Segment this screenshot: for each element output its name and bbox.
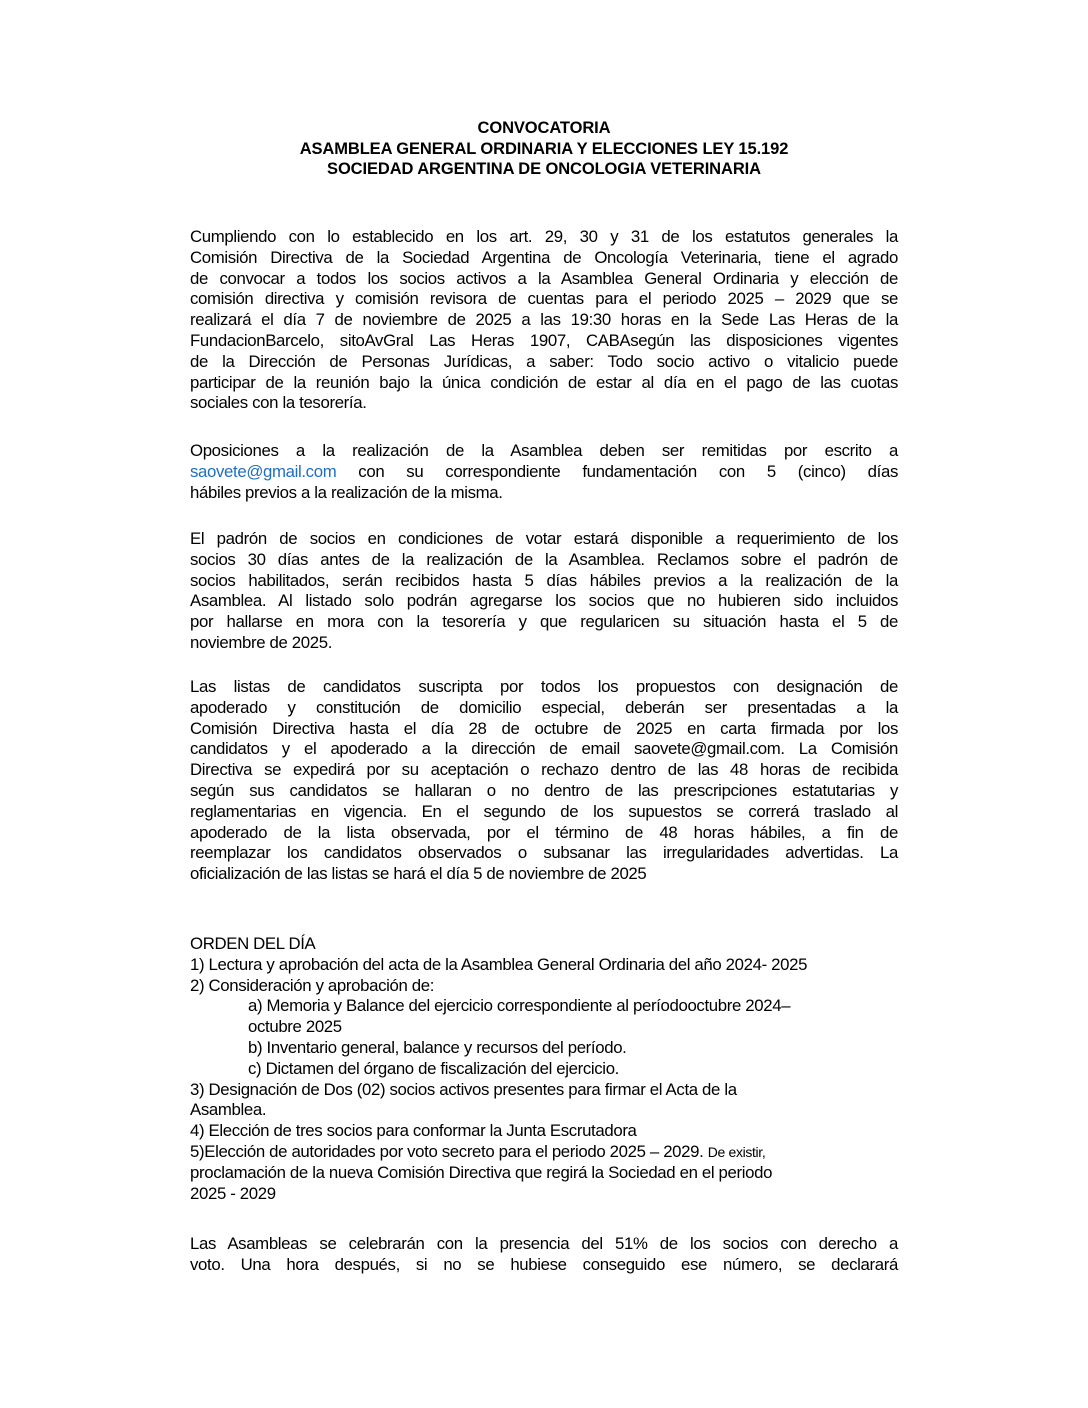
orden-item-5 — [190, 1142, 898, 1163]
orden-heading: ORDEN DEL DÍA — [190, 934, 316, 953]
paragraph-oposiciones — [190, 441, 898, 503]
title-line-sociedad: SOCIEDAD ARGENTINA DE ONCOLOGIA VETERINARIA — [327, 160, 761, 178]
text-line: Comisión Directiva hasta el día 28 de octubre de 2025 en carta firmada por los — [190, 718, 898, 738]
text-line: socios habilitados, serán recibidos hasta 5 días hábiles previos a la realización de la — [190, 570, 898, 590]
text-line: Asamblea. Al listado solo podrán agregarse los socios que no hubieren sido incluidos — [190, 591, 898, 611]
text-line: realizará el día 7 de noviembre de 2025 a las 19:30 horas en la Sede Las Heras de la — [190, 310, 898, 330]
title-line-convocatoria: CONVOCATORIA — [477, 119, 611, 137]
orden-item-2: 2) Consideración y aprobación de: — [190, 975, 435, 995]
orden-item-1: 1) Lectura y aprobación del acta de la Asamblea General Ordinaria del año 2024- 2025 — [190, 954, 808, 974]
orden-item-2b: b) Inventario general, balance y recursos del período. — [248, 1037, 627, 1057]
text-fragment: De existir, — [707, 1143, 766, 1160]
text-line: socios 30 días antes de la realización de la Asamblea. Reclamos sobre el padrón de — [190, 549, 898, 569]
text-line: Oposiciones a la realización de la Asamblea deben ser remitidas por escrito a — [190, 441, 898, 460]
text-line: según sus candidatos se hallaran o no dentro de las prescripciones estatutarias y — [190, 780, 898, 800]
text-line: apoderado de la lista observada, por el término de 48 horas hábiles, a fin de — [190, 822, 898, 842]
orden-item-5-cont: proclamación de la nueva Comisión Directiva que regirá la Sociedad en el periodo — [190, 1162, 773, 1182]
text-line: oficialización de las listas se hará el día 5 de noviembre de 2025 — [190, 864, 647, 884]
text-line: candidatos y el apoderado a la dirección de email saovete@gmail.com. La Comisión — [190, 739, 898, 759]
text-line: reemplazar los candidatos observados o subsanar las irregularidades advertidas. La — [190, 843, 898, 863]
text-line: participar de la reunión bajo la única condición de estar al día en el pago de las cuotas — [190, 372, 898, 392]
text-line: comisión directiva y comisión revisora de cuentas para el periodo 2025 – 2029 que se — [190, 289, 898, 309]
orden-item-3-cont: Asamblea. — [190, 1100, 267, 1120]
document-title — [190, 118, 898, 180]
orden-item-2a-cont: octubre 2025 — [248, 1017, 342, 1037]
paragraph-padron — [190, 529, 898, 654]
paragraph-quorum — [190, 1234, 898, 1276]
title-line-asamblea: ASAMBLEA GENERAL ORDINARIA Y ELECCIONES LEY 15.192 — [299, 139, 789, 158]
text-line: de convocar a todos los socios activos a la Asamblea General Ordinaria y elección de — [190, 268, 898, 288]
orden-item-2a: a) Memoria y Balance del ejercicio correspondiente al períodooctubre 2024– — [248, 996, 791, 1016]
text-line: sociales con la tesorería. — [190, 393, 367, 413]
text-line: por hallarse en mora con la tesorería y que regularicen su situación hasta el 5 de — [190, 612, 898, 632]
text-line: Directiva se expedirá por su aceptación o rechazo dentro de las 48 horas de recibida — [190, 760, 898, 780]
orden-item-3: 3) Designación de Dos (02) socios activos presentes para firmar el Acta de la — [190, 1079, 737, 1099]
orden-del-dia — [190, 934, 898, 1204]
text-line: Las Asambleas se celebrarán con la presencia del 51% de los socios con derecho a — [190, 1234, 898, 1253]
orden-item-4: 4) Elección de tres socios para conformar la Junta Escrutadora — [190, 1121, 637, 1141]
text-line: voto. Una hora después, si no se hubiese conseguido ese número, se declarará — [190, 1254, 898, 1274]
text-line: Las listas de candidatos suscripta por todos los propuestos con designación de — [190, 677, 898, 696]
text-fragment: 5)Elección de autoridades por voto secreto para el periodo 2025 – 2029. — [190, 1141, 708, 1161]
paragraph-convocatoria — [190, 227, 898, 414]
orden-item-2c: c) Dictamen del órgano de fiscalización del ejercicio. — [248, 1058, 619, 1078]
text-line: hábiles previos a la realización de la misma. — [190, 482, 503, 502]
text-line — [190, 462, 898, 483]
text-line: Comisión Directiva de la Sociedad Argentina de Oncología Veterinaria, tiene el agrado — [190, 247, 898, 267]
text-fragment: con su correspondiente fundamentación con 5 (cinco) días — [336, 461, 898, 481]
text-line: El padrón de socios en condiciones de votar estará disponible a requerimiento de los — [190, 529, 898, 548]
text-line: noviembre de 2025. — [190, 632, 333, 652]
text-line: de la Dirección de Personas Jurídicas, a saber: Todo socio activo o vitalicio puede — [190, 351, 898, 371]
orden-item-5-cont: 2025 - 2029 — [190, 1183, 276, 1203]
text-line: Cumpliendo con lo establecido en los art. 29, 30 y 31 de los estatutos generales la — [190, 227, 898, 246]
text-line: apoderado y constitución de domicilio especial, deberán ser presentadas a la — [190, 697, 898, 717]
email-link[interactable]: saovete@gmail.com — [190, 461, 337, 481]
text-line: reglamentarias en vigencia. En el segundo de los supuestos se correrá traslado al — [190, 801, 898, 821]
paragraph-listas — [190, 677, 898, 885]
text-line: FundacionBarcelo, sitoAvGral Las Heras 1907, CABAsegún las disposiciones vigentes — [190, 330, 898, 350]
